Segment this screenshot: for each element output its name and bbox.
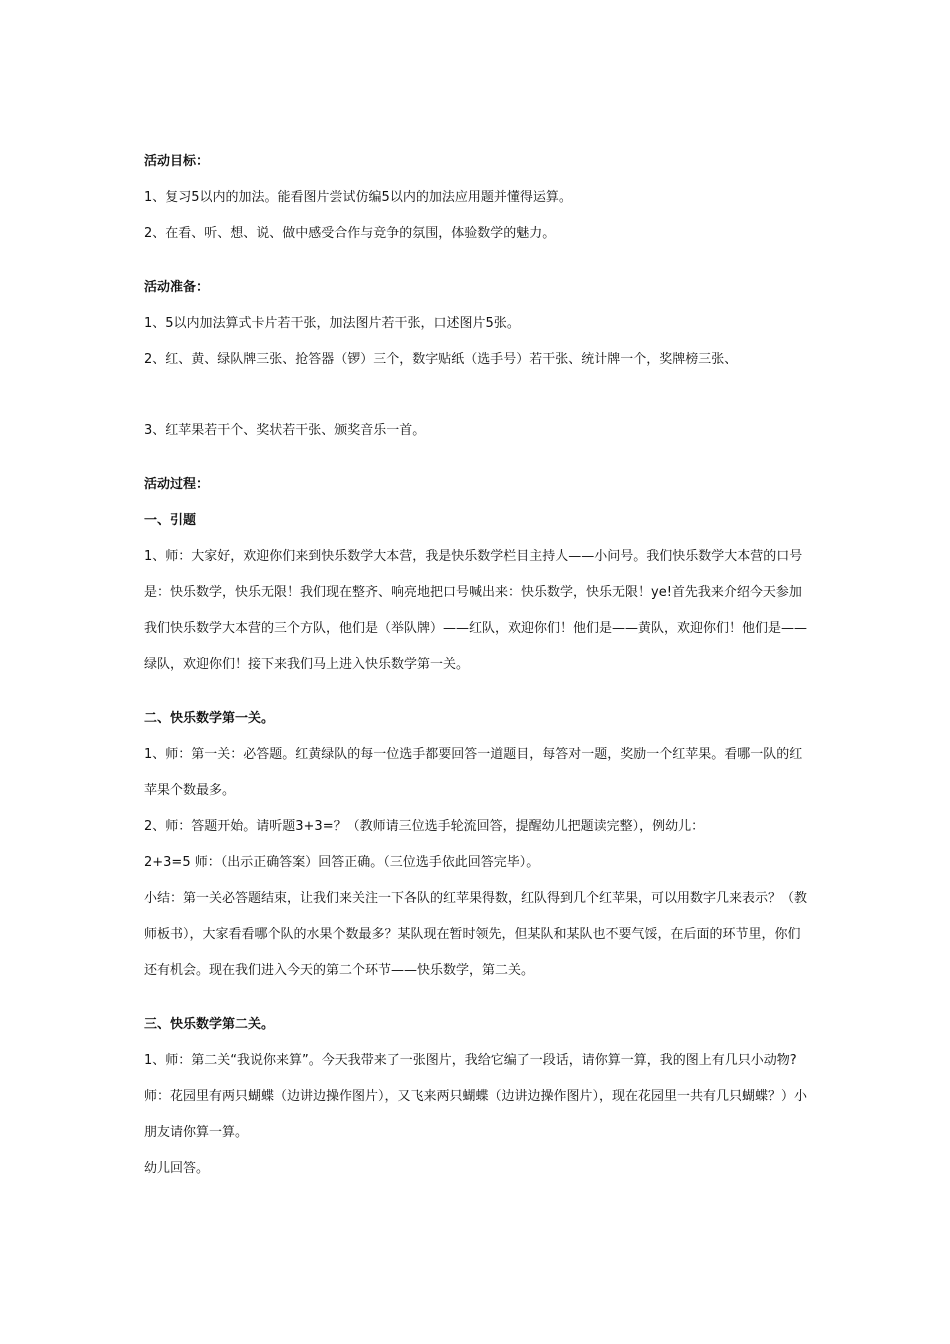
section-2-paragraph-3: 2+3=5 师：（出示正确答案）回答正确。（三位选手依此回答完毕）。 (144, 855, 540, 870)
section-3-paragraph-2: 师：花园里有两只蝴蝶（边讲边操作图片），又飞来两只蝴蝶（边讲边操作图片），现在花园里一共有几只蝴蝶？）小朋友请你算一算。 (144, 1089, 808, 1140)
prep-item-1: 1、5以内加法算式卡片若干张，加法图片若干张，口述图片5张。 (144, 316, 520, 331)
prep-item-2: 2、红、黄、绿队牌三张、抢答器（锣）三个，数字贴纸（选手号）若干张、统计牌一个，奖牌榜三张、 (144, 352, 738, 367)
document-body (144, 144, 809, 1187)
section-1-paragraph: 1、师：大家好，欢迎你们来到快乐数学大本营，我是快乐数学栏目主持人——小问号。我们快乐数学大本营的口号是：快乐数学，快乐无限！我们现在整齐、响亮地把口号喊出来：快乐数学，快乐无限！ye!首先我来介绍今天参加我们快乐数学大本营的三个方队，他们是（举队牌）——红队，欢迎你们！他们是——黄队，欢迎你们！他们是——绿队，欢迎你们！接下来我们马上进入快乐数学第一关。 (144, 549, 808, 672)
prep-item-3: 3、红苹果若干个、奖状若干张、颁奖音乐一首。 (144, 423, 426, 438)
section-3-paragraph-3: 幼儿回答。 (144, 1161, 210, 1176)
goals-heading: 活动目标： (144, 154, 210, 169)
section-2-title: 二、快乐数学第一关。 (144, 711, 275, 726)
section-2-summary: 小结：第一关必答题结束，让我们来关注一下各队的红苹果得数，红队得到几个红苹果，可以用数字几来表示？（教师板书），大家看看哪个队的水果个数最多？某队现在暂时领先，但某队和某队也不要气馁，在后面的环节里，你们还有机会。现在我们进入今天的第二个环节——快乐数学，第二关。 (144, 891, 808, 978)
goal-item-1: 1、复习5以内的加法。能看图片尝试仿编5以内的加法应用题并懂得运算。 (144, 190, 572, 205)
process-heading: 活动过程： (144, 477, 210, 492)
section-2-paragraph-1: 1、师：第一关：必答题。红黄绿队的每一位选手都要回答一道题目，每答对一题，奖励一个红苹果。看哪一队的红苹果个数最多。 (144, 747, 803, 798)
section-1-title: 一、引题 (144, 513, 197, 528)
prep-heading: 活动准备： (144, 280, 210, 295)
goal-item-2: 2、在看、听、想、说、做中感受合作与竞争的氛围，体验数学的魅力。 (144, 226, 556, 241)
section-2-paragraph-2: 2、师：答题开始。请听题3+3=？（教师请三位选手轮流回答，提醒幼儿把题读完整），例幼儿： (144, 819, 705, 834)
section-3-title: 三、快乐数学第二关。 (144, 1017, 275, 1032)
section-3-paragraph-1: 1、师：第二关“我说你来算”。今天我带来了一张图片，我给它编了一段话，请你算一算，我的图上有几只小动物? (144, 1053, 797, 1068)
